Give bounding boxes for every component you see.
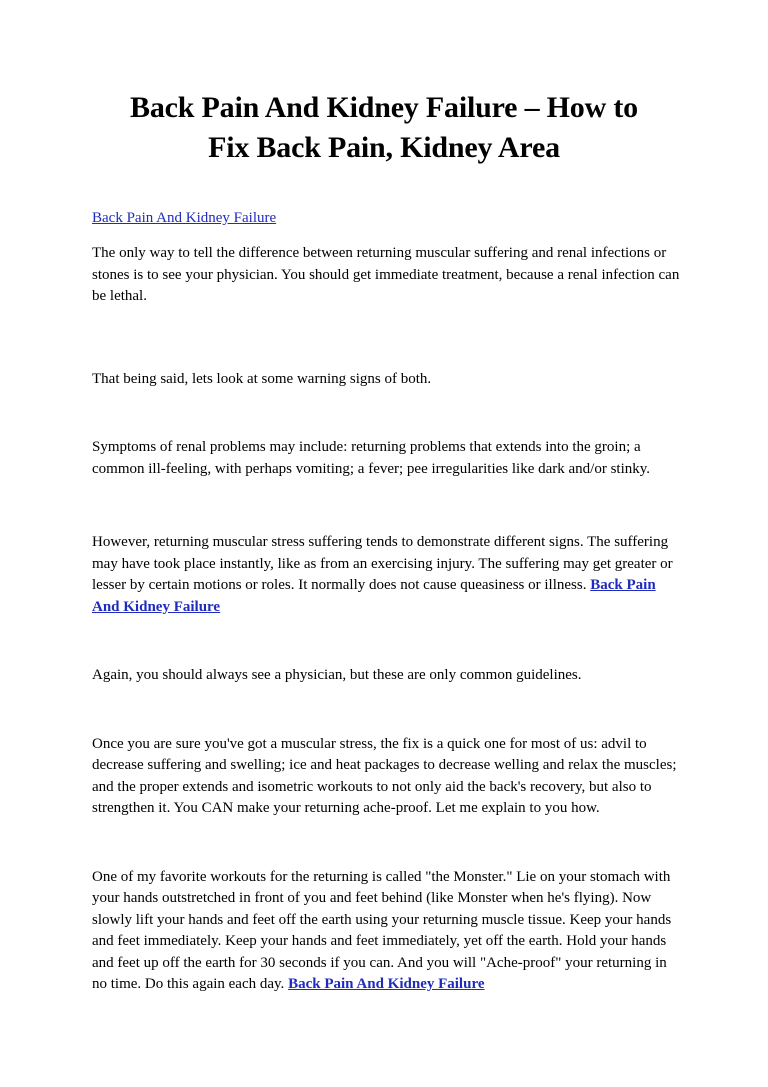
- paragraph-3: Symptoms of renal problems may include: returning problems that extends into the groin; a common ill-feeling, with perhaps vomiting; a fever; pee irregularities like dark and/or stinky.: [92, 439, 651, 477]
- paragraph-5: Again, you should always see a physician, but these are only common guidelines.: [92, 667, 582, 683]
- paragraph-4-text: However, returning muscular stress suffering tends to demonstrate different signs. The suffering may have took place instantly, like as from an exercising injury. The suffering may get greater or lesser by certain motions or roles. It normally does not cause queasiness or illness.: [92, 534, 673, 593]
- paragraph-1: The only way to tell the difference between returning muscular suffering and renal infections or stones is to see your physician. You should get immediate treatment, because a renal infection can be lethal.: [92, 245, 680, 304]
- title-line-1: Back Pain And Kidney Failure – How to: [130, 91, 638, 124]
- paragraph-4: [92, 532, 684, 618]
- heading-link[interactable]: Back Pain And Kidney Failure: [92, 210, 277, 226]
- paragraph-7-text: One of my favorite workouts for the returning is called "the Monster." Lie on your stomach with your hands outstretched in front of you and feet behind (like Monster when he's flying). Now slowly lift your hands and feet off the earth using your returning muscle tissue. Keep your hands and feet immediately. Keep your hands and feet immediately, yet off the earth. Hold your hands and feet up off the earth for 30 seconds if you can. And you will "Ache-proof" your returning in no time. Do this again each day.: [92, 868, 672, 992]
- paragraph-7: [92, 867, 684, 996]
- title-line-2: Fix Back Pain, Kidney Area: [208, 131, 560, 164]
- document-body: [92, 208, 684, 996]
- inline-link-1[interactable]: Back Pain And Kidney Failure: [92, 577, 656, 615]
- paragraph-6: Once you are sure you've got a muscular stress, the fix is a quick one for most of us: advil to decrease suffering and swelling; ice and heat packages to decrease welling and relax the muscles; and the proper extends and isometric workouts to not only aid the back's recovery, but also to strengthen it. You CAN make your returning ache-proof. Let me explain to you how.: [92, 735, 677, 816]
- paragraph-2: That being said, lets look at some warning signs of both.: [92, 370, 432, 387]
- document-title: [60, 88, 708, 168]
- inline-link-2[interactable]: Back Pain And Kidney Failure: [288, 976, 485, 992]
